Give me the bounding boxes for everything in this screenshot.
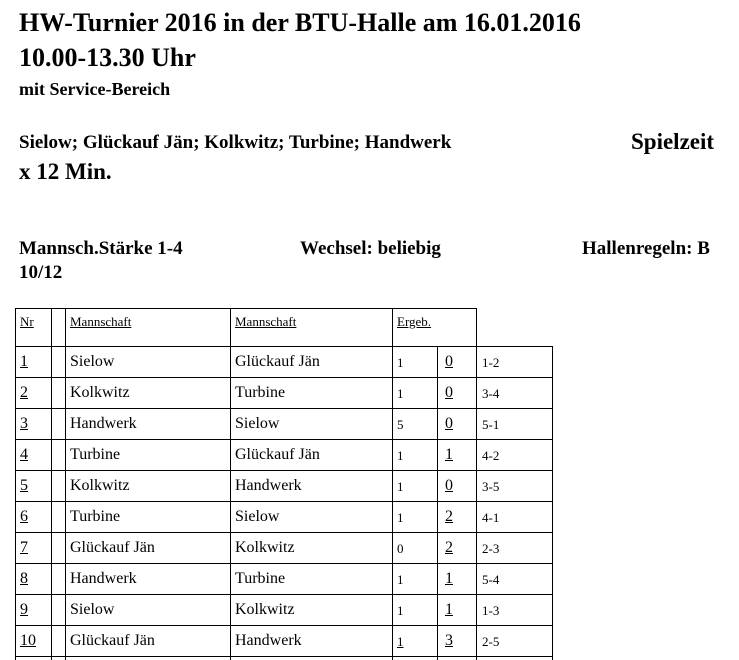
- column-divider: [15, 408, 16, 439]
- column-divider: [552, 377, 553, 408]
- column-divider: [476, 656, 477, 660]
- row-border: [15, 470, 552, 471]
- row-goals-team1: 1: [397, 355, 404, 370]
- row-team2: Handwerk: [235, 632, 302, 649]
- row-nr: 4: [20, 446, 28, 463]
- column-divider: [437, 563, 438, 594]
- column-divider: [15, 501, 16, 532]
- row-team2: Kolkwitz: [235, 539, 295, 556]
- column-divider: [15, 594, 16, 625]
- row-goals-team1: 1: [397, 479, 404, 494]
- column-divider: [392, 563, 393, 594]
- row-goals-team1: 0: [397, 541, 404, 556]
- header-column-divider: [392, 308, 393, 346]
- row-team2: Kolkwitz: [235, 601, 295, 618]
- column-divider: [15, 439, 16, 470]
- header-column-divider: [65, 308, 66, 346]
- column-divider: [476, 346, 477, 377]
- column-divider: [476, 532, 477, 563]
- row-goals-team1: 1: [397, 634, 404, 649]
- header-column-divider: [15, 308, 16, 346]
- row-nr: 6: [20, 508, 28, 525]
- header-nr: Nr: [20, 314, 34, 329]
- header-team1: Mannschaft: [70, 314, 132, 329]
- column-divider: [15, 563, 16, 594]
- row-team2: Sielow: [235, 415, 280, 432]
- column-divider: [392, 408, 393, 439]
- row-goals-team2: 2: [445, 508, 453, 525]
- column-divider: [15, 532, 16, 563]
- row-pairing: 1-3: [482, 603, 500, 618]
- column-divider: [476, 563, 477, 594]
- row-pairing: 4-1: [482, 510, 500, 525]
- row-pairing: 3-5: [482, 479, 500, 494]
- row-team2: Turbine: [235, 570, 286, 587]
- row-nr: 1: [20, 353, 28, 370]
- mannschaftsstaerke: Mannsch.Stärke 1-4: [19, 238, 183, 259]
- row-team1: Kolkwitz: [70, 477, 130, 494]
- row-team1: Turbine: [70, 446, 121, 463]
- column-divider: [437, 594, 438, 625]
- column-divider: [552, 532, 553, 563]
- row-border: [15, 625, 552, 626]
- column-divider: [65, 501, 66, 532]
- row-border: [15, 656, 552, 657]
- column-divider: [51, 532, 52, 563]
- row-team1: Sielow: [70, 353, 115, 370]
- header-result: Ergeb.: [397, 314, 432, 329]
- column-divider: [392, 501, 393, 532]
- column-divider: [392, 346, 393, 377]
- row-goals-team2: 1: [445, 601, 453, 618]
- row-team2: Sielow: [235, 508, 280, 525]
- spielzeit-value: x 12 Min.: [19, 159, 112, 184]
- header-column-divider: [476, 308, 477, 346]
- row-pairing: 2-3: [482, 541, 500, 556]
- column-divider: [65, 470, 66, 501]
- column-divider: [392, 470, 393, 501]
- column-divider: [552, 439, 553, 470]
- column-divider: [476, 501, 477, 532]
- column-divider: [230, 625, 231, 656]
- row-team1: Glückauf Jän: [70, 632, 155, 649]
- column-divider: [51, 501, 52, 532]
- column-divider: [552, 408, 553, 439]
- column-divider: [15, 470, 16, 501]
- ratio: 10/12: [19, 262, 63, 283]
- column-divider: [552, 470, 553, 501]
- row-nr: 3: [20, 415, 28, 432]
- row-border: [15, 563, 552, 564]
- row-border: [15, 408, 552, 409]
- teams-list: Sielow; Glückauf Jän; Kolkwitz; Turbine; Handwerk: [19, 132, 452, 153]
- row-goals-team1: 1: [397, 572, 404, 587]
- row-goals-team2: 0: [445, 353, 453, 370]
- column-divider: [552, 594, 553, 625]
- row-goals-team1: 1: [397, 448, 404, 463]
- column-divider: [437, 408, 438, 439]
- row-border: [15, 377, 552, 378]
- column-divider: [51, 346, 52, 377]
- row-goals-team2: 0: [445, 384, 453, 401]
- row-team1: Glückauf Jän: [70, 539, 155, 556]
- column-divider: [230, 470, 231, 501]
- header-column-divider: [51, 308, 52, 346]
- table-top-border: [15, 308, 476, 309]
- column-divider: [437, 470, 438, 501]
- row-nr: 10: [20, 632, 36, 649]
- row-goals-team2: 0: [445, 477, 453, 494]
- spielzeit-label: Spielzeit: [631, 129, 715, 154]
- column-divider: [476, 625, 477, 656]
- column-divider: [51, 594, 52, 625]
- row-goals-team1: 1: [397, 603, 404, 618]
- row-goals-team1: 1: [397, 510, 404, 525]
- row-team2: Handwerk: [235, 477, 302, 494]
- column-divider: [15, 346, 16, 377]
- column-divider: [65, 377, 66, 408]
- subtitle: mit Service-Bereich: [19, 79, 171, 99]
- title-line-1: HW-Turnier 2016 in der BTU-Halle am 16.01.2016: [19, 8, 581, 37]
- row-nr: 9: [20, 601, 28, 618]
- column-divider: [15, 625, 16, 656]
- row-pairing: 5-1: [482, 417, 500, 432]
- column-divider: [392, 656, 393, 660]
- row-border: [15, 501, 552, 502]
- row-border: [15, 439, 552, 440]
- column-divider: [392, 594, 393, 625]
- column-divider: [230, 594, 231, 625]
- wechsel: Wechsel: beliebig: [300, 238, 441, 259]
- column-divider: [51, 656, 52, 660]
- row-nr: 5: [20, 477, 28, 494]
- column-divider: [392, 625, 393, 656]
- column-divider: [437, 625, 438, 656]
- column-divider: [392, 377, 393, 408]
- column-divider: [437, 532, 438, 563]
- row-pairing: 5-4: [482, 572, 500, 587]
- row-team2: Glückauf Jän: [235, 446, 320, 463]
- column-divider: [65, 563, 66, 594]
- column-divider: [552, 625, 553, 656]
- column-divider: [437, 439, 438, 470]
- row-goals-team2: 1: [445, 570, 453, 587]
- row-nr: 2: [20, 384, 28, 401]
- row-pairing: 2-5: [482, 634, 500, 649]
- column-divider: [476, 439, 477, 470]
- row-pairing: 1-2: [482, 355, 500, 370]
- row-goals-team2: 2: [445, 539, 453, 556]
- column-divider: [15, 656, 16, 660]
- row-pairing: 3-4: [482, 386, 500, 401]
- column-divider: [476, 377, 477, 408]
- row-goals-team1: 1: [397, 386, 404, 401]
- row-team1: Sielow: [70, 601, 115, 618]
- row-goals-team2: 0: [445, 415, 453, 432]
- row-goals-team2: 3: [445, 632, 453, 649]
- column-divider: [476, 408, 477, 439]
- column-divider: [230, 501, 231, 532]
- column-divider: [65, 656, 66, 660]
- header-column-divider: [230, 308, 231, 346]
- row-pairing: 4-2: [482, 448, 500, 463]
- column-divider: [230, 563, 231, 594]
- hallenregeln: Hallenregeln: B: [582, 238, 710, 259]
- column-divider: [230, 346, 231, 377]
- column-divider: [552, 501, 553, 532]
- column-divider: [51, 439, 52, 470]
- column-divider: [476, 594, 477, 625]
- column-divider: [51, 470, 52, 501]
- column-divider: [552, 563, 553, 594]
- column-divider: [437, 377, 438, 408]
- column-divider: [230, 408, 231, 439]
- column-divider: [51, 377, 52, 408]
- column-divider: [51, 563, 52, 594]
- title-line-2: 10.00-13.30 Uhr: [19, 43, 196, 72]
- row-team1: Handwerk: [70, 415, 137, 432]
- column-divider: [230, 532, 231, 563]
- row-team1: Turbine: [70, 508, 121, 525]
- row-nr: 8: [20, 570, 28, 587]
- column-divider: [230, 439, 231, 470]
- column-divider: [65, 532, 66, 563]
- row-goals-team2: 1: [445, 446, 453, 463]
- column-divider: [392, 532, 393, 563]
- header-team2: Mannschaft: [235, 314, 297, 329]
- column-divider: [437, 656, 438, 660]
- column-divider: [392, 439, 393, 470]
- row-team1: Kolkwitz: [70, 384, 130, 401]
- row-team1: Handwerk: [70, 570, 137, 587]
- column-divider: [437, 501, 438, 532]
- header-bottom-border: [15, 346, 552, 347]
- row-team2: Glückauf Jän: [235, 353, 320, 370]
- column-divider: [65, 408, 66, 439]
- column-divider: [230, 656, 231, 660]
- row-border: [15, 594, 552, 595]
- row-border: [15, 532, 552, 533]
- row-nr: 7: [20, 539, 28, 556]
- column-divider: [51, 408, 52, 439]
- column-divider: [65, 439, 66, 470]
- column-divider: [230, 377, 231, 408]
- column-divider: [437, 346, 438, 377]
- column-divider: [51, 625, 52, 656]
- column-divider: [552, 656, 553, 660]
- row-goals-team1: 5: [397, 417, 404, 432]
- column-divider: [65, 625, 66, 656]
- column-divider: [65, 594, 66, 625]
- column-divider: [15, 377, 16, 408]
- column-divider: [552, 346, 553, 377]
- column-divider: [476, 470, 477, 501]
- row-team2: Turbine: [235, 384, 286, 401]
- column-divider: [65, 346, 66, 377]
